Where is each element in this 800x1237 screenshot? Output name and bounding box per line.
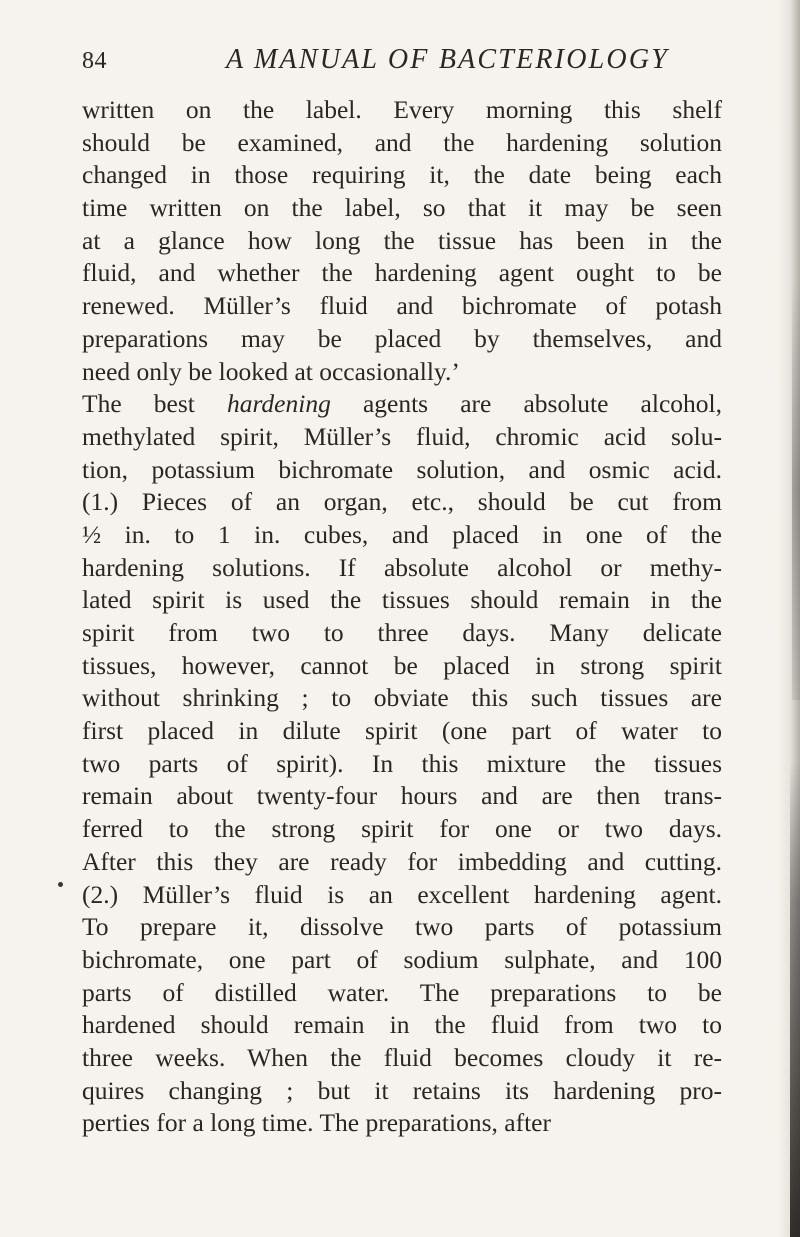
text-line: To prepare it, dissolve two parts of potassium bbox=[82, 912, 722, 942]
text-line: first placed in dilute spirit (one part of water to bbox=[82, 716, 722, 746]
text-line: After this they are ready for imbedding and cutting. bbox=[82, 846, 722, 876]
running-title: A MANUAL OF BACTERIOLOGY bbox=[226, 44, 670, 75]
text-line: tion, potassium bichromate solution, and osmic acid. bbox=[82, 454, 722, 484]
text-line: (1.) Pieces of an organ, etc., should be cut from bbox=[82, 487, 722, 517]
text-line: perties for a long time. The preparations, after bbox=[82, 1108, 551, 1138]
text-line: fluid, and whether the hardening agent ought to be bbox=[82, 258, 722, 288]
text-line: should be examined, and the hardening solution bbox=[82, 127, 722, 157]
text-line: remain about twenty-four hours and are then trans- bbox=[82, 781, 722, 811]
body-text bbox=[82, 94, 722, 1140]
page-number: 84 bbox=[82, 48, 107, 74]
text-line: (2.) Müller’s fluid is an excellent hardening agent. bbox=[82, 879, 722, 909]
text-line: without shrinking ; to obviate this such tissues are bbox=[82, 683, 722, 713]
text-line: at a glance how long the tissue has been in the bbox=[82, 225, 722, 255]
text-line: methylated spirit, Müller’s fluid, chromic acid solu- bbox=[82, 421, 722, 451]
text-line: written on the label. Every morning this shelf bbox=[82, 95, 722, 124]
text-line: need only be looked at occasionally.’ bbox=[82, 356, 460, 386]
text-line-emphasis bbox=[82, 388, 722, 421]
text-line: ferred to the strong spirit for one or two days. bbox=[82, 814, 722, 844]
margin-mark bbox=[58, 882, 63, 887]
text-line: three weeks. When the fluid becomes cloudy it re- bbox=[82, 1042, 722, 1072]
text-line: lated spirit is used the tissues should remain in the bbox=[82, 585, 722, 615]
text-line: time written on the label, so that it may be seen bbox=[82, 193, 722, 223]
text-line: ½ in. to 1 in. cubes, and placed in one of the bbox=[82, 519, 722, 549]
page-edge-shadow bbox=[792, 280, 800, 700]
page-edge-shadow bbox=[790, 760, 800, 1237]
text-run: The best bbox=[82, 389, 227, 419]
text-line: spirit from two to three days. Many delicate bbox=[82, 618, 722, 647]
text-line: bichromate, one part of sodium sulphate, and 100 bbox=[82, 944, 722, 974]
text-run: agents are absolute alcohol, bbox=[330, 389, 722, 419]
text-line: tissues, however, cannot be placed in strong spirit bbox=[82, 650, 722, 680]
emphasized-word: hardening bbox=[226, 389, 331, 419]
text-line: changed in those requiring it, the date being each bbox=[82, 160, 722, 190]
text-line: quires changing ; but it retains its hardening pro- bbox=[82, 1075, 722, 1105]
text-line: hardening solutions. If absolute alcohol or methy- bbox=[82, 552, 722, 582]
text-line: two parts of spirit). In this mixture the tissues bbox=[82, 748, 722, 778]
text-line: renewed. Müller’s fluid and bichromate of potash bbox=[82, 291, 722, 321]
text-line: preparations may be placed by themselves, and bbox=[82, 323, 722, 353]
text-line: hardened should remain in the fluid from two to bbox=[82, 1010, 722, 1040]
running-header bbox=[0, 44, 800, 84]
text-line: parts of distilled water. The preparations to be bbox=[82, 977, 722, 1007]
